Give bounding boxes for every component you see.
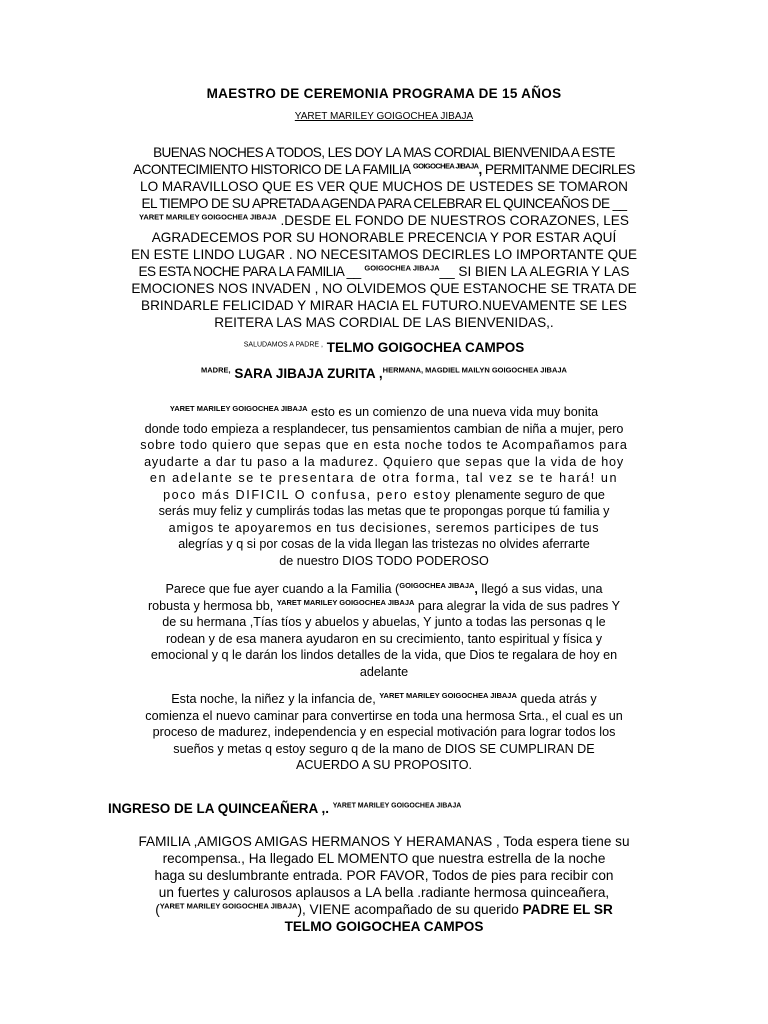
text-line: amigos te apoyaremos en tus decisiones, seremos participes de tus [168,520,600,535]
text-span: queda atrás y [516,692,597,706]
text-line: recompensa., Ha llegado EL MOMENTO que nuestra estrella de la noche [162,851,606,866]
superscript-name: GOIGOCHEA JIBAJA [364,263,440,273]
sister-name: HERMANA, MAGDIEL MAILYN GOIGOCHEA JIBAJA [382,365,567,375]
text-span: , [474,582,478,596]
text-line: sobre todo quiero que sepas que en esta noche todos te Acompañamos para [140,438,628,452]
text-span: PADRE EL SR [522,902,613,917]
heading-text: INGRESO DE LA QUINCEAÑERA ,. [108,801,333,816]
text-line: haga su deslumbrante entrada. POR FAVOR, Todos de pies para recibir con [154,868,614,883]
text-span: PERMITANME DECIRLES [481,162,635,177]
text-line: alegrías y q si por cosas de la vida llegan las tristezas no olvides aferrarte [178,537,590,551]
text-line: donde todo empieza a resplandecer, tus pensamientos cambian de niña a mujer, pero [144,421,624,436]
transition-paragraph [108,691,660,774]
text-span: ES ESTA NOCHE PARA LA FAMILIA __ [138,264,361,279]
text-span: , [375,366,383,381]
text-span: ACONTECIMIENTO HISTORICO DE LA FAMILIA [133,162,410,177]
text-line: FAMILIA ,AMIGOS AMIGAS HERMANOS Y HERAMANAS , Toda espera tiene su [138,834,630,849]
text-line: AGRADECEMOS POR SU HONORABLE PRECENCIA Y POR ESTAR AQUÍ [151,230,617,245]
text-line [108,263,660,280]
text-span: plenamente seguro de que [451,487,605,502]
text-line: BUENAS NOCHES A TODOS, LES DOY LA MAS CORDIAL BIENVENIDA A ESTE [153,145,615,160]
text-line: BRINDARLE FELICIDAD Y MIRAR HACIA EL FUTURO.NUEVAMENTE SE LES [141,298,627,313]
text-line: adelante [359,664,409,679]
father-name: TELMO GOIGOCHEA CAMPOS [326,340,525,355]
section-heading [108,801,461,816]
text-line: proceso de madurez, independencia y en especial motivación para lograr todos los [152,725,616,739]
text-line: sueños y metas q estoy seguro q de la mano de DIOS SE CUMPLIRAN DE [173,741,595,756]
superscript-name: GOIGOCHEA JIBAJA [399,580,475,590]
text-line: ayudarte a dar tu paso a la madurez. Ǫquiero que sepas que la vida de hoy [144,454,624,469]
message-paragraph [108,404,660,569]
welcome-paragraph [108,144,660,331]
superscript-name: YARET MARILEY GOIGOCHEA JIBAJA [159,901,298,911]
text-line: un fuertes y calurosos aplausos a LA bella .radiante hermosa quinceañera, [158,885,610,900]
superscript-name: YARET MARILEY GOIGOCHEA JIBAJA [276,597,415,607]
text-line [108,404,660,421]
superscript-name: YARET MARILEY GOIGOCHEA JIBAJA [169,403,308,413]
text-span: Parece que fue ayer cuando a la Familia ( [165,582,400,596]
text-line: EN ESTE LINDO LUGAR . NO NECESITAMOS DECIRLES LO IMPORTANTE QUE [130,247,638,262]
text-line: REITERA LAS MAS CORDIAL DE LAS BIENVENIDAS,. [214,315,554,330]
text-line: EL TIEMPO DE SU APRETADA AGENDA PARA CELEBRAR EL QUINCEAÑOS DE __ [141,196,627,211]
text-span: para alegrar la vida de sus padres Y [414,598,621,613]
text-span: robusta y hermosa bb, [147,598,277,613]
text-line: rodean y de esa manera ayudaron en su crecimiento, tanto espiritual y física y [165,631,603,646]
memories-paragraph [108,581,660,680]
text-line [108,691,660,708]
text-line: de su hermana ,Tías tíos y abuelos y abuelas, Y junto a todas las personas q le [162,615,606,629]
text-span: esto es un comienzo de una nueva vida muy bonita [307,405,599,419]
text-line [108,212,660,229]
greeting-label: MADRE, [201,365,231,375]
text-span: llegó a sus vidas, una [477,582,603,596]
superscript-name: YARET MARILEY GOIGOCHEA JIBAJA [139,212,277,222]
superscript-name: YARET MARILEY GOIGOCHEA JIBAJA [332,802,462,810]
text-span: Esta noche, la niñez y la infancia de, [171,692,380,706]
page-title: MAESTRO DE CEREMONIA PROGRAMA DE 15 AÑOS [206,86,562,101]
text-span: __ SI BIEN LA ALEGRIA Y LAS [439,264,630,279]
greeting-label: SALUDAMOS A PADRE , [243,341,323,349]
text-span: ), VIENE acompañado de su querido [297,902,523,917]
text-line: de nuestro DIOS TODO PODEROSO [279,553,489,568]
text-line: ACUERDO A SU PROPOSITO. [295,758,473,772]
text-span: ( [155,902,160,917]
text-line: serás muy feliz y cumplirás todas las metas que te propongas porque tú familia y [158,504,610,518]
text-span: , [478,162,482,177]
text-line [108,598,660,615]
text-line: TELMO GOIGOCHEA CAMPOS [284,919,484,934]
text-line [108,581,660,598]
text-line: EMOCIONES NOS INVADEN , NO OLVIDEMOS QUE ESTANOCHE SE TRATA DE [131,281,637,296]
text-span: .DESDE EL FONDO DE NUESTROS CORAZONES, LES [276,213,629,228]
text-line [108,901,660,918]
mother-name: SARA JIBAJA ZURITA [234,366,376,381]
entrance-paragraph [108,833,660,935]
text-line: emocional y q le darán los lindos detalles de la vida, que Dios te regalara de hoy en [150,648,618,662]
text-line: en adelante se te presentara de otra forma, tal vez se te hará! un [149,471,619,485]
superscript-name: YARET MARILEY GOIGOCHEA JIBAJA [379,690,517,700]
greeting-father [108,340,660,355]
greeting-family [108,366,660,381]
text-line [108,161,660,178]
superscript-name: GOIGOCHEA JIBAJA [412,161,479,171]
text-line [108,487,660,504]
text-line: LO MARAVILLOSO QUE ES VER QUE MUCHOS DE USTEDES SE TOMARON [140,179,628,194]
page-subtitle: YARET MARILEY GOIGOCHEA JIBAJA [294,111,474,122]
text-span: poco más DIFICIL O confusa, pero estoy [163,487,452,502]
text-line: comienza el nuevo caminar para convertirse en toda una hermosa Srta., el cual es un [145,708,623,723]
